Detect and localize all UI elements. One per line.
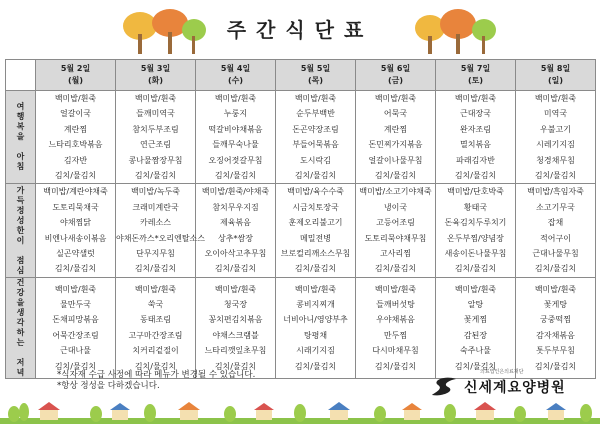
menu-item: 백미밥/흰죽: [214, 284, 257, 294]
menu-item: 오징어젓갈무침: [208, 155, 263, 165]
menu-cell: [436, 277, 516, 378]
meal-label-char: 녁: [16, 367, 25, 377]
menu-item: 잡채: [547, 218, 564, 228]
meal-label-char: 건: [16, 277, 25, 287]
menu-item: 김치/물김치: [294, 264, 337, 274]
menu-item: 참치무우지짐: [212, 202, 259, 212]
menu-item: 어묵국: [383, 109, 408, 119]
header: [0, 0, 600, 58]
meal-label-char: 저: [16, 357, 25, 367]
meal-row: [6, 184, 596, 277]
menu-item: 숙주나물: [460, 346, 491, 356]
menu-item: 김치/물김치: [294, 361, 337, 371]
menu-item: 백미밥/흰죽: [454, 94, 497, 103]
menu-item: 시레기지짐: [536, 140, 575, 150]
menu-item: 백미밥/흰죽: [374, 94, 417, 103]
menu-item: 도토리묵채국: [52, 202, 99, 212]
menu-item: 느타리호박볶음: [48, 140, 103, 150]
meal-label-char: 심: [16, 265, 25, 275]
menu-item: 백미밥/계란야채죽: [43, 187, 108, 197]
menu-item: 톳두부무침: [536, 346, 575, 356]
menu-item: 백미밥/단호박죽: [447, 187, 504, 197]
menu-item: 새송이돈나물무침: [444, 249, 507, 259]
menu-item: 참치두부조림: [132, 124, 179, 134]
menu-cell: [276, 91, 356, 184]
menu-item: 청국장: [223, 300, 248, 310]
menu-item: 돈곤약장조림: [292, 124, 339, 134]
menu-item: 우불고기: [540, 124, 571, 134]
meal-label-char: 득: [16, 195, 25, 205]
menu-item: 백미밥/흰죽/야채죽: [201, 187, 270, 197]
menu-item: 치커리겉절이: [132, 346, 179, 356]
menu-item: 근대나물무침: [532, 249, 579, 259]
menu-item: 브로컬리깨소스무침: [280, 249, 351, 259]
menu-item: 김치/물김치: [214, 171, 257, 181]
menu-item: 백미밥/흰죽: [294, 94, 337, 103]
menu-item: 돈민찌가지볶음: [368, 140, 423, 150]
menu-item: 야채찜닭: [60, 218, 91, 228]
menu-item: 김자반: [63, 155, 88, 165]
menu-item: 근대장국: [460, 109, 491, 119]
day-header: 5월 4일 (수): [196, 60, 276, 91]
tree-icon: [410, 6, 500, 56]
menu-item: 김치/물김치: [134, 264, 177, 274]
meal-label-char: 복: [16, 122, 25, 132]
meal-label-char: 점: [16, 255, 25, 265]
meal-label-char: [6, 348, 35, 358]
menu-item: 김치/물김치: [374, 264, 417, 274]
menu-item: 물만두국: [60, 300, 91, 310]
menu-item: 백미밥/소고기야채죽: [359, 187, 432, 197]
notes: [57, 370, 255, 392]
menu-item: 너비아니/영양부추: [283, 315, 348, 325]
menu-cell: [276, 277, 356, 378]
menu-item: 돈채피망볶음: [52, 315, 99, 325]
meal-label-char: 을: [16, 297, 25, 307]
menu-item: 백미밥/흰죽: [454, 284, 497, 294]
menu-item: 김치/물김치: [454, 264, 497, 274]
menu-cell: [516, 184, 596, 277]
day-header: 5월 2일 (월): [36, 60, 116, 91]
menu-item: 도시락김: [300, 155, 331, 165]
meal-label-char: 각: [16, 317, 25, 327]
menu-item: 김치/물김치: [534, 264, 577, 274]
menu-item: 온두부찜/양념장: [447, 233, 504, 243]
menu-item: 근대나물: [60, 346, 91, 356]
menu-item: 느타리깻잎초무침: [204, 346, 267, 356]
menu-item: 단무지무침: [136, 249, 175, 259]
menu-item: 김치/물김치: [214, 361, 257, 371]
menu-item: 콩비지찌개: [296, 300, 335, 310]
menu-item: 얼갈이나물무침: [368, 155, 423, 165]
menu-item: 백미밥/흰죽: [54, 94, 97, 103]
menu-item: 메밀전병: [300, 233, 331, 243]
menu-item: 어묵간장조림: [52, 330, 99, 340]
menu-cell: [356, 277, 436, 378]
menu-item: 백미밥/흰죽: [374, 284, 417, 294]
menu-item: 계란찜: [63, 124, 88, 134]
meal-label-char: 가: [16, 185, 25, 195]
menu-item: 적어구이: [540, 233, 571, 243]
menu-item: 백미밥/흑임자죽: [527, 187, 584, 197]
day-header: 5월 8일 (일): [516, 60, 596, 91]
meal-label-char: [6, 246, 35, 256]
menu-item: 들깨버섯탕: [376, 300, 415, 310]
menu-item: 다시마채무침: [372, 346, 419, 356]
menu-cell: [196, 91, 276, 184]
menu-item: 크래미계란국: [132, 202, 179, 212]
meal-label-char: 여: [16, 102, 25, 112]
menu-item: 백미밥/녹두죽: [130, 187, 181, 197]
menu-item: 궁중떡찜: [540, 315, 571, 325]
meal-label-char: 을: [16, 132, 25, 142]
meal-label-char: 정: [16, 205, 25, 215]
meal-label-char: 생: [16, 307, 25, 317]
menu-item: 김치/물김치: [454, 361, 497, 371]
menu-cell: [516, 277, 596, 378]
menu-item: 떡갈비야채볶음: [208, 124, 263, 134]
menu-item: 멸치볶음: [460, 140, 491, 150]
menu-cell: [116, 184, 206, 277]
menu-item: 실곤약샐럿: [56, 249, 95, 259]
menu-cell: [516, 91, 596, 184]
meal-label-char: 성: [16, 215, 25, 225]
menu-item: 부들어묵볶음: [292, 140, 339, 150]
menu-item: 꽃게탕: [543, 300, 568, 310]
menu-item: 감자채볶음: [536, 330, 575, 340]
menu-item: 김치/물김치: [374, 171, 417, 181]
note-line: *항상 정성을 다하겠습니다.: [57, 381, 160, 391]
menu-cell: [36, 184, 116, 277]
menu-item: 들깨미역국: [136, 109, 175, 119]
menu-item: 제육볶음: [220, 218, 251, 228]
menu-item: 김치/물김치: [134, 171, 177, 181]
menu-cell: [36, 277, 116, 378]
menu-item: 황태국: [463, 202, 488, 212]
corner-cell: [6, 60, 36, 91]
menu-item: 콩나물짬장무침: [128, 155, 183, 165]
menu-item: 야채스크램블: [212, 330, 259, 340]
menu-item: 김치/물김치: [534, 171, 577, 181]
menu-item: 순두부백반: [296, 109, 335, 119]
day-header-row: [6, 60, 596, 91]
menu-cell: [196, 277, 276, 378]
menu-item: 백미밥/육수수죽: [287, 187, 344, 197]
meal-label-char: 강: [16, 287, 25, 297]
menu-item: 꽁치편김치볶음: [208, 315, 263, 325]
menu-item: 시래기지짐: [296, 346, 335, 356]
menu-item: 파래김자반: [456, 155, 495, 165]
logo-name: 신세계요양병원: [464, 380, 566, 396]
meal-row: [6, 277, 596, 378]
menu-item: 백미밥/흰죽: [294, 284, 337, 294]
menu-item: 고사리찜: [380, 249, 411, 259]
menu-item: 감된장: [463, 330, 488, 340]
menu-cell: [436, 91, 516, 184]
menu-cell: [116, 91, 196, 184]
menu-item: 비엔나새송이볶음: [44, 233, 107, 243]
menu-item: 백미밥/흰죽: [534, 94, 577, 103]
menu-cell: [116, 277, 196, 378]
menu-cell: [356, 91, 436, 184]
meal-label-char: 이: [16, 235, 25, 245]
menu-item: 오이아삭고추무침: [204, 249, 267, 259]
menu-item: 백미밥/흰죽: [134, 284, 177, 294]
day-header: 5월 6일 (금): [356, 60, 436, 91]
menu-item: 미역국: [543, 109, 568, 119]
meal-label-char: 아: [16, 152, 25, 162]
menu-item: 상추*쌈장: [218, 233, 253, 243]
village-decoration: [0, 398, 600, 424]
menu-item: 돈육김치두루치기: [444, 218, 507, 228]
menu-item: 얼갈이국: [60, 109, 91, 119]
menu-cell: [196, 184, 276, 277]
menu-item: 도토리묵야채무침: [364, 233, 427, 243]
menu-item: 연근조림: [140, 140, 171, 150]
menu-item: 탕평채: [303, 330, 328, 340]
menu-item: 김치/물김치: [54, 171, 97, 181]
meal-label-char: [6, 142, 35, 152]
note-line: *식자재 수급 사정에 따라 메뉴가 변경될 수 있습니다.: [57, 370, 256, 380]
meal-label-char: 침: [16, 162, 25, 172]
menu-item: 완자조림: [460, 124, 491, 134]
menu-cell: [276, 184, 356, 277]
menu-item: 김치/물김치: [214, 264, 257, 274]
menu-item: 누룽지: [223, 109, 248, 119]
menu-item: 김치/물김치: [54, 361, 97, 371]
menu-item: 동태조림: [140, 315, 171, 325]
menu-cell: [36, 91, 116, 184]
logo-subtitle: 의료법인은의료재단: [480, 369, 524, 375]
menu-item: 김치/물김치: [534, 361, 577, 371]
meal-label: [6, 184, 36, 277]
meal-label-char: 행: [16, 112, 25, 122]
meal-label: [6, 277, 36, 378]
menu-item: 소고기무국: [536, 202, 575, 212]
menu-item: 김치/물김치: [294, 171, 337, 181]
menu-item: 우야채볶음: [376, 315, 415, 325]
menu-item: 고등어조림: [376, 218, 415, 228]
menu-item: 백미밥/흰죽: [534, 284, 577, 294]
menu-item: 김치/물김치: [134, 361, 177, 371]
hospital-logo: [428, 369, 598, 399]
menu-item: 김치/물김치: [374, 361, 417, 371]
day-header: 5월 7일 (토): [436, 60, 516, 91]
menu-item: 김치/물김치: [54, 264, 97, 274]
menu-item: 야채돈까스*오리엔탈소스: [116, 233, 206, 243]
menu-item: 알탕: [467, 300, 484, 310]
menu-item: 카레소스: [140, 218, 171, 228]
menu-item: 백미밥/흰죽: [54, 284, 97, 294]
day-header: 5월 5일 (목): [276, 60, 356, 91]
menu-item: 들깨무숙나물: [212, 140, 259, 150]
logo-icon: [430, 375, 460, 397]
meal-label-char: 한: [16, 225, 25, 235]
menu-item: 꽃게찜: [463, 315, 488, 325]
meal-label-char: 하: [16, 327, 25, 337]
menu-item: 백미밥/흰죽: [214, 94, 257, 103]
meal-label: [6, 91, 36, 184]
meal-label-char: 는: [16, 337, 25, 347]
menu-table: [5, 59, 596, 379]
page-title: 주간식단표: [226, 18, 374, 42]
menu-item: 시금치토장국: [292, 202, 339, 212]
menu-item: 고구마간장조림: [128, 330, 183, 340]
menu-item: 훈제오리불고기: [288, 218, 343, 228]
menu-item: 백미밥/흰죽: [134, 94, 177, 103]
menu-item: 냉이국: [383, 202, 408, 212]
menu-item: 만두찜: [383, 330, 408, 340]
menu-item: 김치/물김치: [454, 171, 497, 181]
meal-row: [6, 91, 596, 184]
menu-item: 청경채무침: [536, 155, 575, 165]
menu-item: 쑥국: [147, 300, 164, 310]
menu-cell: [356, 184, 436, 277]
menu-cell: [436, 184, 516, 277]
day-header: 5월 3일 (화): [116, 60, 196, 91]
menu-item: 계란찜: [383, 124, 408, 134]
